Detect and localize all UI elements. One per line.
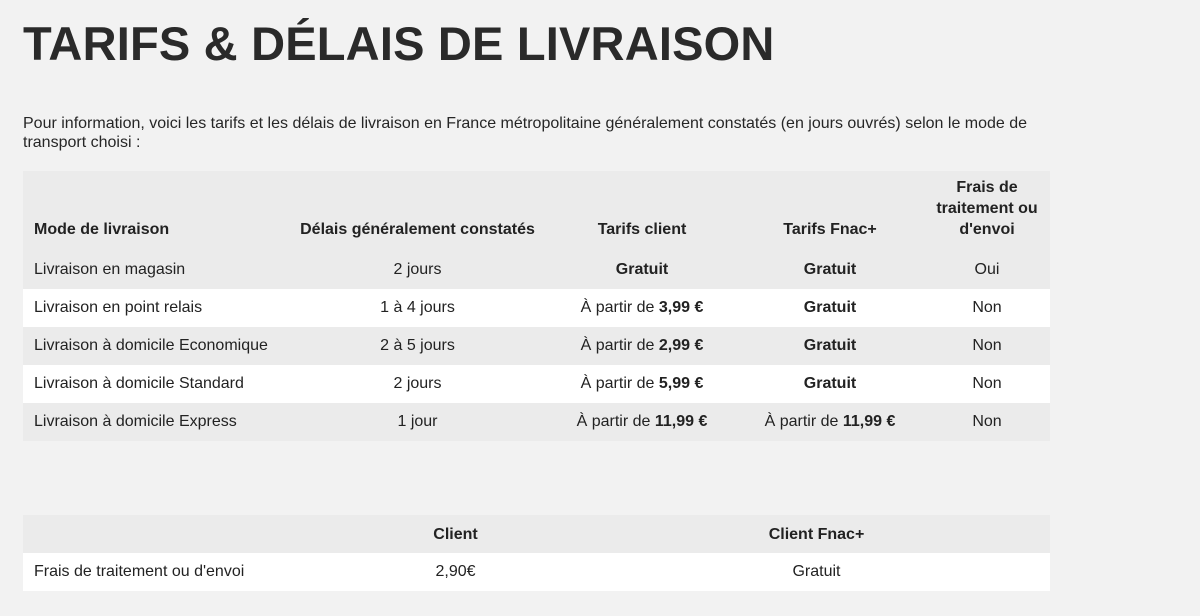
row-fees: Non (972, 299, 1002, 316)
header-fees-line3: d'envoi (959, 221, 1015, 238)
row-delay: 2 jours (393, 375, 442, 392)
row-delay: 2 à 5 jours (380, 337, 455, 354)
row-client-price (548, 403, 736, 441)
intro-text: Pour information, voici les tarifs et les délais de livraison en France métropolitaine généralement constatés (en jours ouvrés) selon le mode de transport choisi : (23, 115, 1028, 151)
row-client-price (548, 327, 736, 365)
fnac-price-value: 11,99 € (842, 413, 896, 430)
fees-header-fnac: Client Fnac+ (768, 525, 865, 543)
fees-table-header-row (23, 515, 1050, 553)
row-delay: 1 jour (397, 413, 438, 430)
delivery-table-header-row (23, 171, 1050, 251)
fnac-price-value: Gratuit (803, 261, 857, 278)
row-fees: Non (972, 375, 1002, 392)
row-mode: Livraison à domicile Express (34, 413, 237, 430)
table-row (23, 327, 1050, 365)
table-row (23, 403, 1050, 441)
row-mode: Livraison à domicile Economique (34, 337, 268, 354)
row-delay: 1 à 4 jours (380, 299, 455, 316)
row-fnac-price (736, 403, 924, 441)
row-client-price (548, 289, 736, 327)
fees-header-client: Client (433, 525, 478, 543)
row-fees: Non (972, 337, 1002, 354)
header-fees-line2: traitement ou (936, 200, 1038, 217)
table-row (23, 289, 1050, 327)
row-fnac-price (736, 327, 924, 365)
fnac-price-value: Gratuit (803, 337, 857, 354)
client-price-value: Gratuit (615, 261, 669, 278)
row-client-price (548, 365, 736, 403)
row-delay: 2 jours (393, 261, 442, 278)
row-fnac-price (736, 289, 924, 327)
fees-row-fnac: Gratuit (792, 563, 841, 580)
client-price-prefix: À partir de (580, 299, 659, 316)
row-mode: Livraison en magasin (34, 261, 186, 278)
row-fnac-price (736, 365, 924, 403)
row-fees: Non (972, 413, 1002, 430)
fees-table (23, 515, 1050, 591)
fees-row-label: Frais de traitement ou d'envoi (34, 563, 245, 580)
client-price-value: 3,99 € (658, 299, 704, 316)
header-fnac-price: Tarifs Fnac+ (783, 221, 877, 238)
row-mode: Livraison à domicile Standard (34, 375, 244, 392)
header-delay: Délais généralement constatés (300, 221, 535, 238)
row-mode: Livraison en point relais (34, 299, 203, 316)
header-fees-line1: Frais de (956, 179, 1018, 196)
fnac-price-prefix: À partir de (764, 413, 843, 430)
row-fees: Oui (974, 261, 1000, 278)
row-fnac-price (736, 251, 924, 289)
fnac-price-value: Gratuit (803, 375, 857, 392)
table-row (23, 553, 1050, 591)
client-price-prefix: À partir de (576, 413, 655, 430)
table-row (23, 251, 1050, 289)
fees-row-client: 2,90€ (435, 563, 476, 580)
client-price-prefix: À partir de (580, 337, 659, 354)
client-price-value: 2,99 € (658, 337, 704, 354)
client-price-prefix: À partir de (580, 375, 659, 392)
header-client-price: Tarifs client (597, 221, 687, 238)
header-fees (924, 171, 1050, 251)
client-price-value: 5,99 € (658, 375, 704, 392)
client-price-value: 11,99 € (654, 413, 708, 430)
fees-header-blank (23, 515, 328, 553)
fnac-price-value: Gratuit (803, 299, 857, 316)
page-title: TARIFS & DÉLAIS DE LIVRAISON (23, 17, 775, 70)
table-row (23, 365, 1050, 403)
delivery-table (23, 171, 1050, 441)
header-mode: Mode de livraison (34, 221, 170, 238)
row-client-price (548, 251, 736, 289)
